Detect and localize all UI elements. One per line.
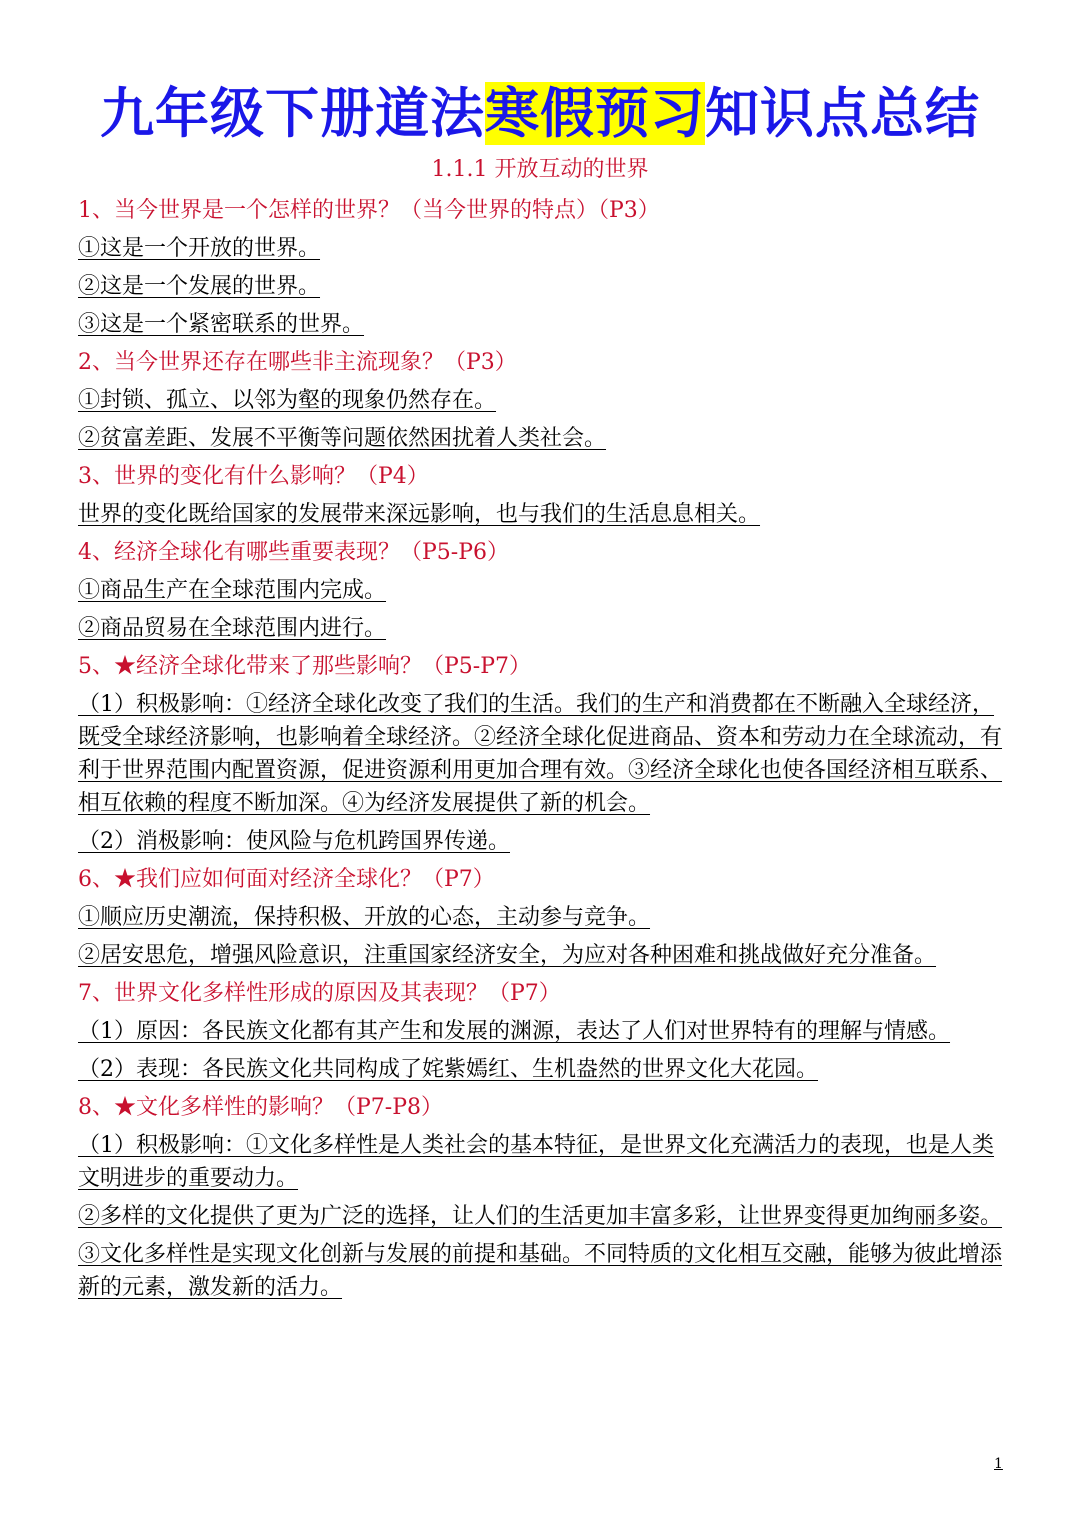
question-heading: 8、★文化多样性的影响？（P7-P8） xyxy=(78,1095,444,1120)
answer-item: ①封锁、孤立、以邻为壑的现象仍然存在。 xyxy=(78,388,497,413)
answer-paragraph: ②多样的文化提供了更为广泛的选择，让人们的生活更加丰富多彩，让世界变得更加绚丽多姿。 xyxy=(78,1204,1003,1229)
answer-item: ①顺应历史潮流，保持积极、开放的心态，主动参与竞争。 xyxy=(78,905,651,930)
title-highlight: 寒假预习 xyxy=(485,82,705,145)
title-suffix: 知识点总结 xyxy=(705,82,980,145)
question-heading: 7、世界文化多样性形成的原因及其表现？（P7） xyxy=(78,981,561,1006)
section-subtitle: 1.1.1 开放互动的世界 xyxy=(431,157,649,182)
title-prefix: 九年级下册道法 xyxy=(100,82,485,145)
answer-paragraph: ②居安思危，增强风险意识，注重国家经济安全，为应对各种困难和挑战做好充分准备。 xyxy=(78,943,937,968)
question-heading: 3、世界的变化有什么影响？（P4） xyxy=(78,464,429,489)
answer-item: （2）表现：各民族文化共同构成了姹紫嫣红、生机盎然的世界文化大花园。 xyxy=(78,1057,818,1082)
answer-item: 世界的变化既给国家的发展带来深远影响，也与我们的生活息息相关。 xyxy=(78,502,761,527)
answer-item: ②贫富差距、发展不平衡等问题依然困扰着人类社会。 xyxy=(78,426,607,451)
answer-item: ①这是一个开放的世界。 xyxy=(78,236,321,261)
question-heading: 2、当今世界还存在哪些非主流现象？（P3） xyxy=(78,350,517,375)
question-heading: 6、★我们应如何面对经济全球化？（P7） xyxy=(78,867,495,892)
content-body xyxy=(78,192,1004,1307)
answer-item: ②商品贸易在全球范围内进行。 xyxy=(78,616,387,641)
answer-item: ②这是一个发展的世界。 xyxy=(78,274,321,299)
answer-item: （2）消极影响：使风险与危机跨国界传递。 xyxy=(78,829,510,854)
answer-paragraph: （1）积极影响：①文化多样性是人类社会的基本特征，是世界文化充满活力的表现，也是人类文明进步的重要动力。 xyxy=(78,1133,995,1191)
answer-item: ①商品生产在全球范围内完成。 xyxy=(78,578,387,603)
answer-item: ③这是一个紧密联系的世界。 xyxy=(78,312,365,337)
answer-paragraph: （1）积极影响：①经济全球化改变了我们的生活。我们的生产和消费都在不断融入全球经济，既受全球经济影响，也影响着全球经济。②经济全球化促进商品、资本和劳动力在全球流动，有利于世界范围内配置资源，促进资源利用更加合理有效。③经济全球化也使各国经济相互联系、相互依赖的程度不断加深。④为经济发展提供了新的机会。 xyxy=(78,692,1003,816)
answer-paragraph: ③文化多样性是实现文化创新与发展的前提和基础。不同特质的文化相互交融，能够为彼此增添新的元素，激发新的活力。 xyxy=(78,1242,1003,1300)
page-title xyxy=(0,78,1080,150)
question-heading: 1、当今世界是一个怎样的世界？（当今世界的特点）（P3） xyxy=(78,198,660,223)
answer-paragraph: （1）原因：各民族文化都有其产生和发展的渊源，表达了人们对世界特有的理解与情感。 xyxy=(78,1019,951,1044)
question-heading: 5、★经济全球化带来了那些影响？（P5-P7） xyxy=(78,654,532,679)
question-heading: 4、经济全球化有哪些重要表现？（P5-P6） xyxy=(78,540,510,565)
page-number: 1 xyxy=(994,1456,1003,1472)
